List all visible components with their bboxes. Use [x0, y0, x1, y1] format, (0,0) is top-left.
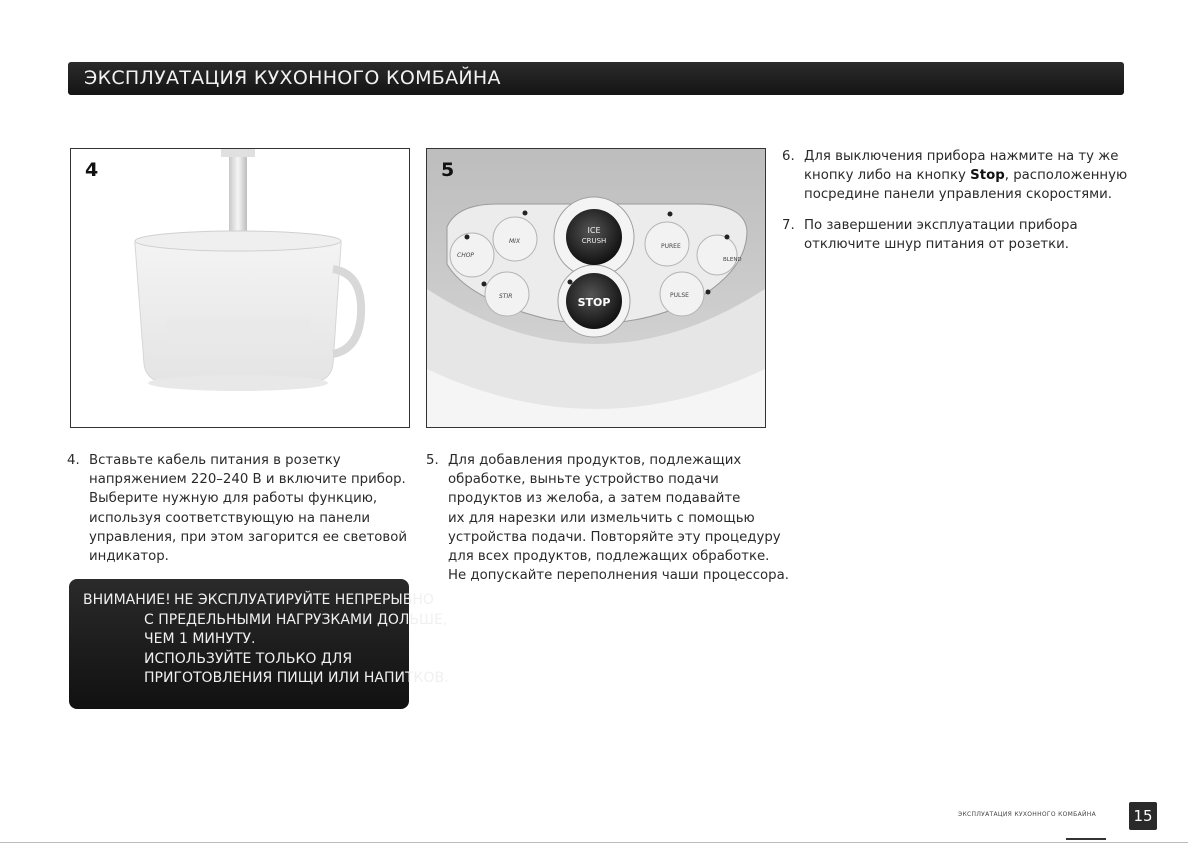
- figure-number: 4: [85, 159, 99, 181]
- puree-label: PUREE: [661, 243, 681, 250]
- step-text-line: индикатор.: [89, 549, 169, 565]
- warning-label: ВНИМАНИЕ!: [83, 592, 171, 608]
- step-4: [67, 451, 407, 566]
- step-number: 5.: [426, 453, 439, 468]
- step-text-segment: кнопку либо на кнопку: [804, 168, 971, 184]
- warning-line: НЕ ЭКСПЛУАТИРУЙТЕ НЕПРЕРЫВНО: [174, 592, 434, 608]
- step-number: 4.: [67, 453, 80, 468]
- stop-label: STOP: [577, 296, 611, 309]
- step-text-line: Не допускайте переполнения чаши процессора.: [448, 568, 789, 584]
- step-text-line: Для добавления продуктов, подлежащих: [448, 453, 742, 468]
- step-text-line: Выберите нужную для работы функцию,: [89, 491, 378, 507]
- warning-line: ЧЕМ 1 МИНУТУ.: [144, 631, 256, 648]
- step-text-line: устройства подачи. Повторяйте эту процедуру: [448, 529, 781, 545]
- food-processor-bowl-photo: [71, 149, 409, 427]
- step-text-line: Вставьте кабель питания в розетку: [89, 453, 341, 468]
- warning-text: [144, 591, 449, 689]
- step-text-line: для всех продуктов, подлежащих обработке.: [448, 549, 770, 565]
- footer-section-title: ЭКСПЛУАТАЦИЯ КУХОННОГО КОМБАЙНА: [958, 811, 1096, 818]
- section-header-bar: [68, 62, 1124, 95]
- control-panel-photo: [427, 149, 765, 427]
- step-number: 6.: [782, 149, 795, 164]
- step-5: [426, 451, 789, 585]
- step-number: 7.: [782, 218, 795, 233]
- warning-line: С ПРЕДЕЛЬНЫМИ НАГРУЗКАМИ ДОЛЬШЕ,: [144, 611, 448, 628]
- bottom-divider: [0, 842, 1188, 843]
- figure-5: [426, 148, 766, 428]
- ice-crush-label-1: ICE: [587, 226, 601, 235]
- step-text-line: По завершении эксплуатации прибора: [804, 218, 1078, 233]
- footer-accent-line: [1066, 838, 1106, 840]
- stir-label: STIR: [499, 293, 513, 300]
- step-text-line: Для выключения прибора нажмите на ту же: [804, 149, 1119, 164]
- page-number: 15: [1129, 802, 1157, 830]
- step-text-line: продуктов из желоба, а затем подавайте: [448, 491, 741, 507]
- step-text-line: используя соответствующую на панели: [89, 510, 371, 526]
- ice-crush-label-2: CRUSH: [581, 237, 607, 245]
- step-text-segment: , расположенную: [1004, 168, 1128, 184]
- blend-label: BLEND: [723, 257, 742, 263]
- step-text-line: их для нарезки или измельчить с помощью: [448, 510, 755, 526]
- step-text-line: управления, при этом загорится ее световой: [89, 529, 408, 545]
- warning-box: [69, 579, 449, 709]
- figure-4: [70, 148, 410, 428]
- step-6: [782, 147, 1127, 205]
- step-text-line: напряжением 220–240 В и включите прибор.: [89, 472, 406, 488]
- stop-keyword: Stop: [970, 168, 1005, 184]
- section-title: ЭКСПЛУАТАЦИЯ КУХОННОГО КОМБАЙНА: [84, 67, 501, 89]
- step-text-line: отключите шнур питания от розетки.: [804, 237, 1070, 253]
- step-text-line: [804, 166, 1127, 185]
- figure-number: 5: [441, 159, 455, 181]
- step-7: [782, 216, 1078, 254]
- warning-line: ПРИГОТОВЛЕНИЯ ПИЩИ ИЛИ НАПИТКОВ.: [144, 670, 449, 687]
- warning-line: ИСПОЛЬЗУЙТЕ ТОЛЬКО ДЛЯ: [144, 650, 353, 667]
- chop-label: CHOP: [457, 252, 475, 259]
- mix-label: MIX: [509, 238, 521, 245]
- step-text-line: обработке, выньте устройство подачи: [448, 472, 719, 488]
- step-text-line: посредине панели управления скоростями.: [804, 187, 1113, 203]
- pulse-label: PULSE: [670, 292, 689, 299]
